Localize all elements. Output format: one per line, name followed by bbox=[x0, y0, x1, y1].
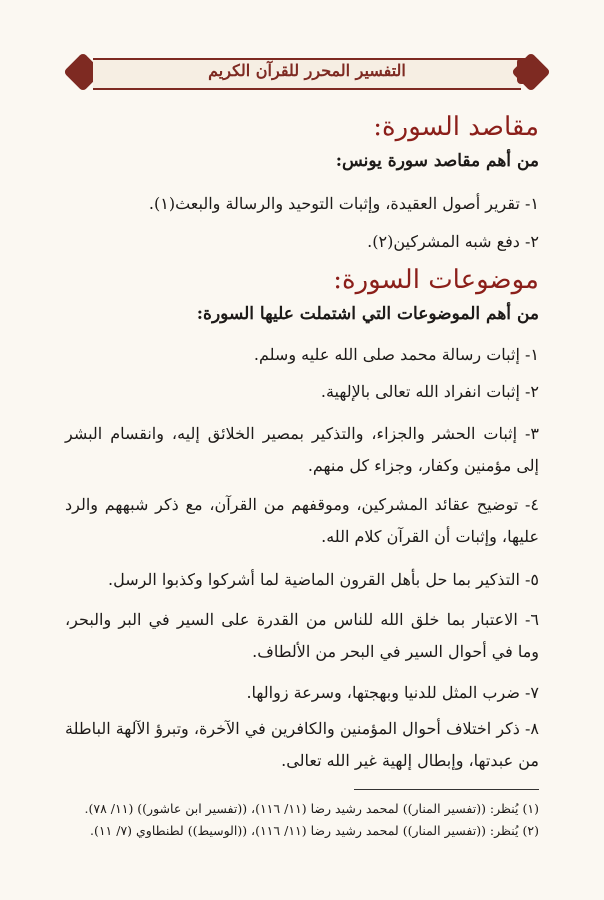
topics-intro: من أهم الموضوعات التي اشتملت عليها السورة: bbox=[196, 304, 539, 324]
topic-item-8: ٨- ذكر اختلاف أحوال المؤمنين والكافرين في الآخرة، وتبرؤ الآلهة الباطلة من عبدتها، وإبطال إلهية غير الله تعالى. bbox=[65, 719, 539, 770]
objective-item-1: ١- تقرير أصول العقيدة، وإثبات التوحيد والرسالة والبعث(١). bbox=[148, 194, 539, 213]
topic-item-7: ٧- ضرب المثل للدنيا وبهجتها، وسرعة زوالها. bbox=[246, 683, 539, 702]
topic-item-6: ٦- الاعتبار بما خلق الله للناس من القدرة على السير في البر والبحر، وما في أحوال السير في البحر من الألطاف. bbox=[65, 610, 539, 661]
section-heading-topics: موضوعات السورة: bbox=[333, 265, 539, 295]
topic-item-2: ٢- إثبات انفراد الله تعالى بالإلهية. bbox=[320, 382, 539, 401]
topic-item-3: ٣- إثبات الحشر والجزاء، والتذكير بمصير الخلائق إليه، وانقسام البشر إلى مؤمنين وكفار، وجزاء كل منهم. bbox=[65, 424, 539, 475]
topic-item-4: ٤- توضيح عقائد المشركين، وموقفهم من القرآن، مع ذكر شبههم والرد عليها، وإثبات أن القرآن كلام الله. bbox=[65, 495, 539, 546]
book-title: التفسير المحرر للقرآن الكريم bbox=[208, 61, 406, 80]
footnote-divider bbox=[354, 789, 539, 790]
section-heading-objectives: مقاصد السورة: bbox=[373, 112, 539, 142]
footnote-2: (٢) يُنظر: ((تفسير المنار)) لمحمد رشيد رضا (١١/ ١١٦)، ((الوسيط)) لطنطاوي (٧/ ١١). bbox=[89, 823, 539, 838]
footnote-1: (١) يُنظر: ((تفسير المنار)) لمحمد رشيد رضا (١١/ ١١٦)، ((تفسير ابن عاشور)) (١١/ ٧٨). bbox=[84, 801, 539, 816]
page-header bbox=[65, 52, 549, 94]
objectives-intro: من أهم مقاصد سورة يونس: bbox=[335, 151, 539, 171]
topic-item-5: ٥- التذكير بما حل بأهل القرون الماضية لما أشركوا وكذبوا الرسل. bbox=[108, 570, 539, 589]
objective-item-2: ٢- دفع شبه المشركين(٢). bbox=[367, 232, 539, 251]
topic-item-1: ١- إثبات رسالة محمد صلى الله عليه وسلم. bbox=[253, 345, 539, 364]
